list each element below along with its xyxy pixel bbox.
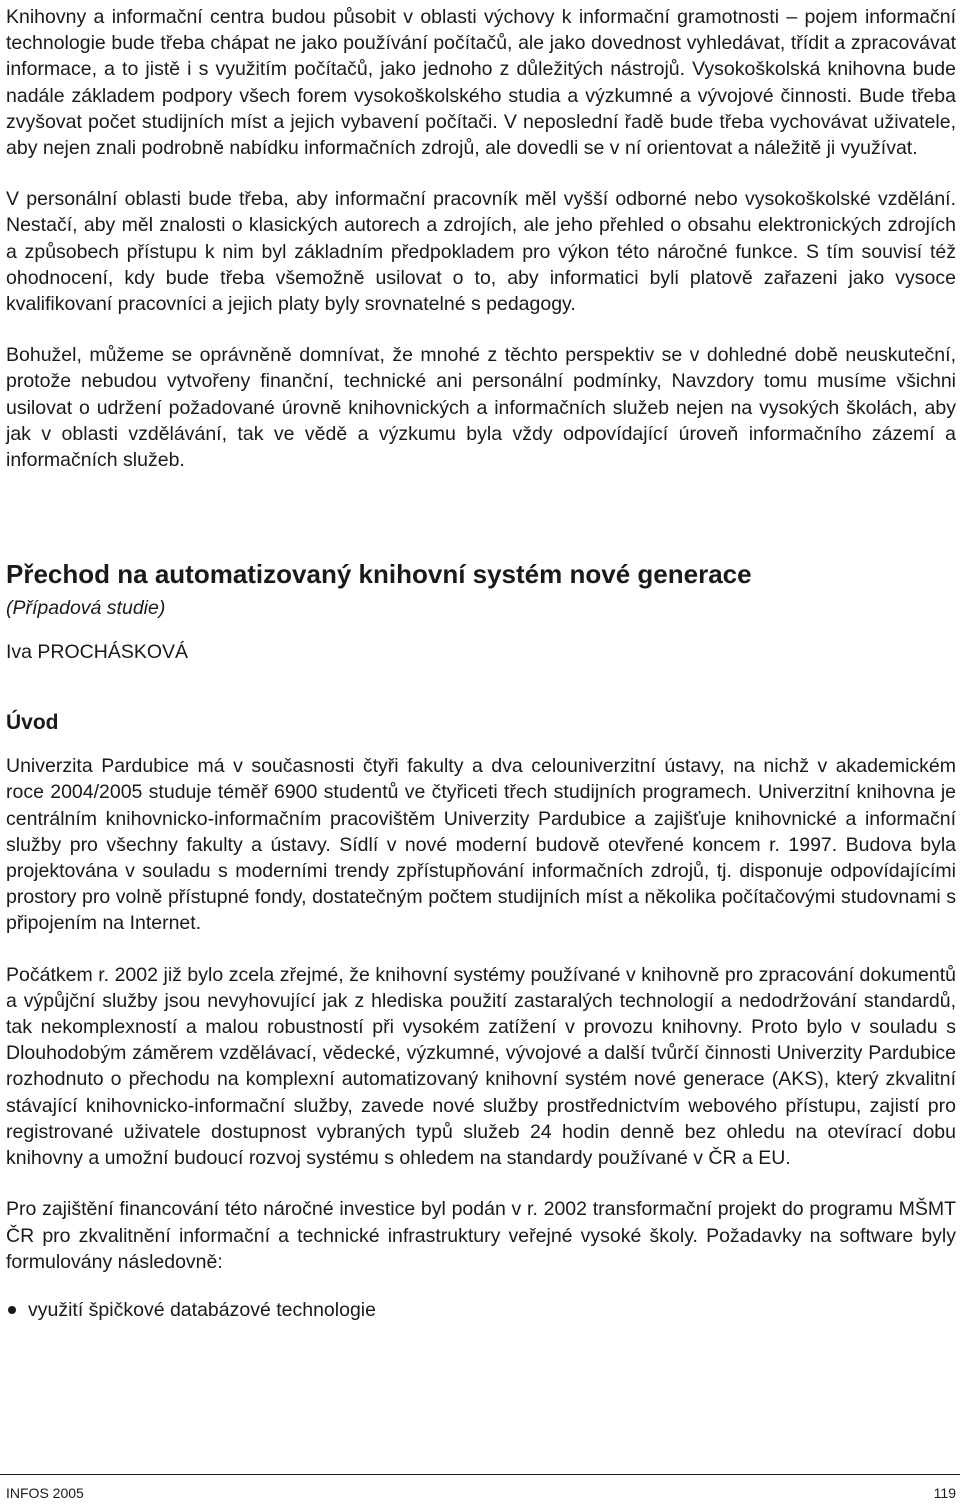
paragraph: Knihovny a informační centra budou působit v oblasti výchovy k informační gramotnosti – pojem informační technologie bude třeba chápat ne jako používání počítačů, ale jako dovednost vyhledávat, třídit a zpracovávat informace, a to jistě i s využitím počítačů, jako jednoho z důležitých nástrojů. Vysokoškolská knihovna bude nadále základem podpory všech forem vysokoškolského studia a výzkumné a vývojové činnosti. Bude třeba zvyšovat počet studijních míst a jejich vybavení počítači. V neposlední řadě bude třeba vychovávat uživatele, aby nejen znali podrobně nabídku informačních zdrojů, ale dovedli se v ní orientovat a náležitě ji využívat. <box>6 6 956 160</box>
paragraph: Bohužel, můžeme se oprávněně domnívat, že mnohé z těchto perspektiv se v dohledné době neuskuteční, protože nebudou vytvořeny finanční, technické ani personální podmínky, Navzdory tomu musíme všichni usilovat o udržení požadované úrovně knihovnických a informačních služeb nejen na vysokých školách, aby jak v oblasti vzdělávání, tak ve vědě a výzkumu byla vždy odpovídající úroveň informačního zázemí a informačních služeb. <box>6 344 956 472</box>
article-title: Přechod na automatizovaný knihovní systém nové generace <box>6 559 752 590</box>
paragraph: Počátkem r. 2002 již bylo zcela zřejmé, že knihovní systémy používané v knihovně pro zpracování dokumentů a výpůjční služby jsou nevyhovující jak z hlediska použití zastaralých technologií a nedodržování standardů, tak nekomplexností a malou robustností při vysokém zatížení v provozu knihovny. Proto bylo v souladu s Dlouhodobým záměrem vzdělávací, vědecké, výzkumné, vývojové a další tvůrčí činnosti Univerzity Pardubice rozhodnuto o přechodu na komplexní automatizovaný knihovní systém nové generace (AKS), který zkvalitní stávající knihovnicko-informační služby, zavede nové služby prostřednictvím webového přístupu, zajistí pro registrované uživatele dostupnost vybraných typů služeb 24 hodin denně bez ohledu na otevírací dobu knihovny a umožní budoucí rozvoj systému s ohledem na standardy používané v ČR a EU. <box>6 963 956 1170</box>
list-item-text: využití špičkové databázové technologie <box>28 1298 376 1321</box>
footer-divider <box>0 1474 960 1475</box>
footer-publication: INFOS 2005 <box>6 1485 84 1501</box>
requirements-list <box>6 1297 956 1323</box>
paragraph: V personální oblasti bude třeba, aby informační pracovník měl vyšší odborné nebo vysokoškolské vzdělání. Nestačí, aby měl znalosti o klasických autorech a zdrojích, ale jeho přehled o obsahu elektronických zdrojích a způsobech přístupu k nim byl základním předpokladem pro výkon této náročné funkce. S tím souvisí též ohodnocení, kdy bude třeba všemožně usilovat o to, aby informatici byli platově zařazeni jako vysoce kvalifikovaní pracovníci a jejich platy byly srovnatelné s pedagogy. <box>6 188 956 316</box>
paragraph: Pro zajištění financování této náročné investice byl podán v r. 2002 transformační projekt do programu MŠMT ČR pro zkvalitnění informační a technické infrastruktury veřejné vysoké školy. Požadavky na software byly formulovány následovně: <box>6 1198 956 1273</box>
paragraph: Univerzita Pardubice má v současnosti čtyři fakulty a dva celouniverzitní ústavy, na nichž v akademickém roce 2004/2005 studuje téměř 6900 studentů ve čtyřiceti třech studijních programech. Univerzitní knihovna je centrálním knihovnicko-informačním pracovištěm Univerzity Pardubice a zajišťuje knihovnické a informační služby pro všechny fakulty a ústavy. Sídlí v nové moderní budově otevřené koncem r. 1997. Budova byla projektována v souladu s moderními trendy zpřístupňování informačních zdrojů, tj. disponuje odpovídajícími prostory pro volně přístupné fondy, dostatečným počtem studijních míst a několika počítačovými studovnami s připojením na Internet. <box>6 755 956 935</box>
list-item <box>6 1297 956 1323</box>
page-content <box>6 4 956 1323</box>
bullet-icon <box>8 1306 16 1314</box>
section-heading: Úvod <box>6 711 59 735</box>
page-footer <box>6 1484 956 1502</box>
page-number: 119 <box>933 1485 956 1501</box>
article-author: Iva PROCHÁSKOVÁ <box>6 641 189 664</box>
article-subtitle: (Případová studie) <box>6 597 166 620</box>
